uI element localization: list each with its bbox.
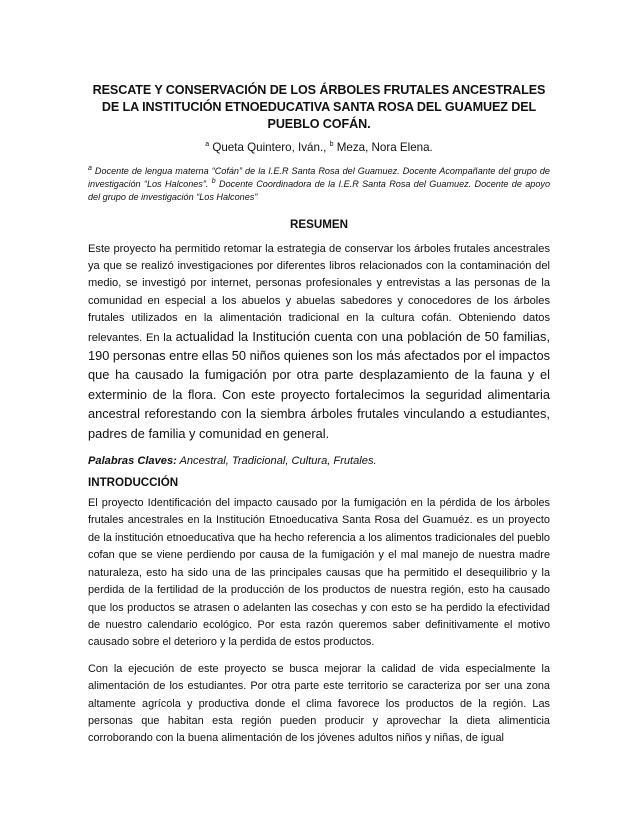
abstract-heading: RESUMEN [290,217,348,231]
affiliation-a-text: Docente de lengua materna “Cofán” de la I.E.R Santa Rosa del Guamuez. Docente Acompañante del grupo de investigación “Los Halcones”. [88,166,550,190]
keywords-label: Palabras Claves: [88,455,177,468]
document-page [88,82,550,757]
affiliations [88,165,550,205]
author-a-name: Queta Quintero, Iván., [209,141,330,154]
keywords-text: Ancestral, Tradicional, Cultura, Frutales. [176,455,377,468]
author-b-mark: b [329,141,334,149]
author-a-mark: a [205,141,210,149]
intro-paragraph-1: El proyecto Identificación del impacto causado por la fumigación en la pérdida de los árboles frutales ancestrales en la Institución Etnoeducativa Santa Rosa del Guamuéz. es un proyecto de la institución etnoeducativa que ha hecho referencia a los alimentos tradicionales del pueblo cofan que se viene perdiendo por causa de la fumigación y el mal manejo de nuestra madre naturaleza, esto ha sido una de las principales causas que ha permitido el desequilibrio y la perdida de la fertilidad de la producción de los productos de nuestra región, esto ha causado que los productos se atrasen o adelanten las cosechas y con esto se ha perdido la efectividad de nuestro calendario ecológico. Por esta razón queremos saber definitivamente el motivo causado sobre el deterioro y la perdida de estos productos. [88,497,550,649]
intro-paragraph-2: Con la ejecución de este proyecto se busca mejorar la calidad de vida especialmente la alimentación de los estudiantes. Por otra parte este territorio se caracteriza por ser una zona altamente agrícola y productiva donde el clima favorece los productos de la región. Las personas que habitan esta región pueden producir y aprovechar la dieta alimenticia corroborando con la buena alimentación de los jóvenes adultos niños y niñas, de igual [88,662,550,745]
intro-heading: INTRODUCCIÓN [88,476,179,490]
abstract-part-2: actualidad la Institución cuenta con una población de 50 familias, 190 personas entre ellas 50 niños quienes son los más afectados por el impactos que ha causado la fumigación por otra parte desplazamiento de la fauna y el exterminio de la flora. Con este proyecto fortalecimos la seguridad alimentaria ancestral reforestando con la siembra árboles frutales vinculando a estudiantes, padres de familia y comunidad en general. [88,328,551,441]
abstract-part-1: Este proyecto ha permitido retomar la estrategia de conservar los árboles frutales ancestrales ya que se realizó investigaciones por diferentes libros relacionados con la contaminación del medio, se investigó por internet, personas profesionales y entrevistas a las personas de la comunidad en especial a los abuelos y abuelas sabedores y conocedores de los árboles frutales utilizados en la alimentación tradicional en la cultura cofán. Obteniendo datos relevantes. En la [88,242,550,344]
affiliation-b-text: Docente Coordinadora de la I.E.R Santa Rosa del Guamuez. Docente de apoyo del grupo de investigación “Los Halcones” [88,179,551,203]
abstract-text [88,241,550,444]
author-line [88,141,550,154]
keywords-line [88,455,550,467]
author-b-name: Meza, Nora Elena. [333,141,433,154]
affiliation-a-mark: a [88,164,92,172]
affiliation-b-mark: b [211,178,216,186]
paper-title: RESCATE Y CONSERVACIÓN DE LOS ÁRBOLES FRUTALES ANCESTRALES DE LA INSTITUCIÓN ETNOEDUCATIVA SANTA ROSA DEL GUAMUEZ DEL PUEBLO COFÁN. [92,83,546,131]
